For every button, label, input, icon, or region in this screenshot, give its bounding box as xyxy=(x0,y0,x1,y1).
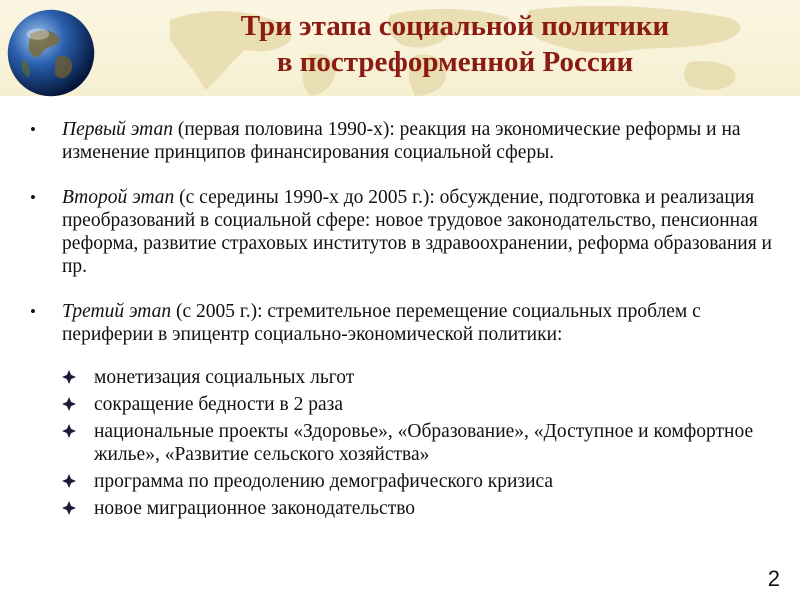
bullet-dot: • xyxy=(30,120,36,139)
stage-name: Первый этап xyxy=(62,119,173,140)
stage-text: (первая половина 1990-х): реакция на экономические реформы и на изменение принципов финансирования социальной сферы. xyxy=(62,119,741,163)
title-line-1: Три этапа социальной политики xyxy=(240,10,670,42)
subitem-text: монетизация социальных льгот xyxy=(94,367,355,388)
globe-icon xyxy=(4,6,98,100)
stage-name: Третий этап xyxy=(62,301,172,322)
stage-bullet-2 xyxy=(30,186,782,278)
stage-text: (с середины 1990-х до 2005 г.): обсуждение, подготовка и реализация преобразований в социальной сфере: новое трудовое законодательство, пенсионная реформа, развитие страховых институтов в здравоохранении, реформа образования и пр. xyxy=(62,187,772,277)
subitem-text: новое миграционное законодательство xyxy=(94,498,416,519)
page-number: 2 xyxy=(767,566,780,591)
subitem-text: национальные проекты «Здоровье», «Образование», «Доступное и комфортное жилье», «Развитие сельского хозяйства» xyxy=(94,421,754,465)
bullet-dot: • xyxy=(30,302,36,321)
diamond-bullet-icon xyxy=(62,397,76,411)
list-item xyxy=(60,420,782,466)
bullet-dot: • xyxy=(30,188,36,207)
stage-text: (с 2005 г.): стремительное перемещение социальных проблем с периферии в эпицентр социально-экономической политики: xyxy=(62,301,701,345)
diamond-bullet-icon xyxy=(62,501,76,515)
title-line-2: в постреформенной России xyxy=(276,46,634,78)
stage-bullet-3 xyxy=(30,300,782,346)
list-item xyxy=(60,470,782,493)
subitem-text: сокращение бедности в 2 раза xyxy=(94,394,343,415)
diamond-bullet-icon xyxy=(62,424,76,438)
list-item xyxy=(60,497,782,520)
list-item xyxy=(60,366,782,389)
list-item xyxy=(60,393,782,416)
slide-content xyxy=(30,118,782,524)
diamond-bullet-icon xyxy=(62,474,76,488)
slide-title xyxy=(110,8,800,80)
subitem-list xyxy=(30,366,782,520)
diamond-bullet-icon xyxy=(62,370,76,384)
stage-bullet-1 xyxy=(30,118,782,164)
stage-name: Второй этап xyxy=(62,187,175,208)
subitem-text: программа по преодолению демографического кризиса xyxy=(94,471,554,492)
